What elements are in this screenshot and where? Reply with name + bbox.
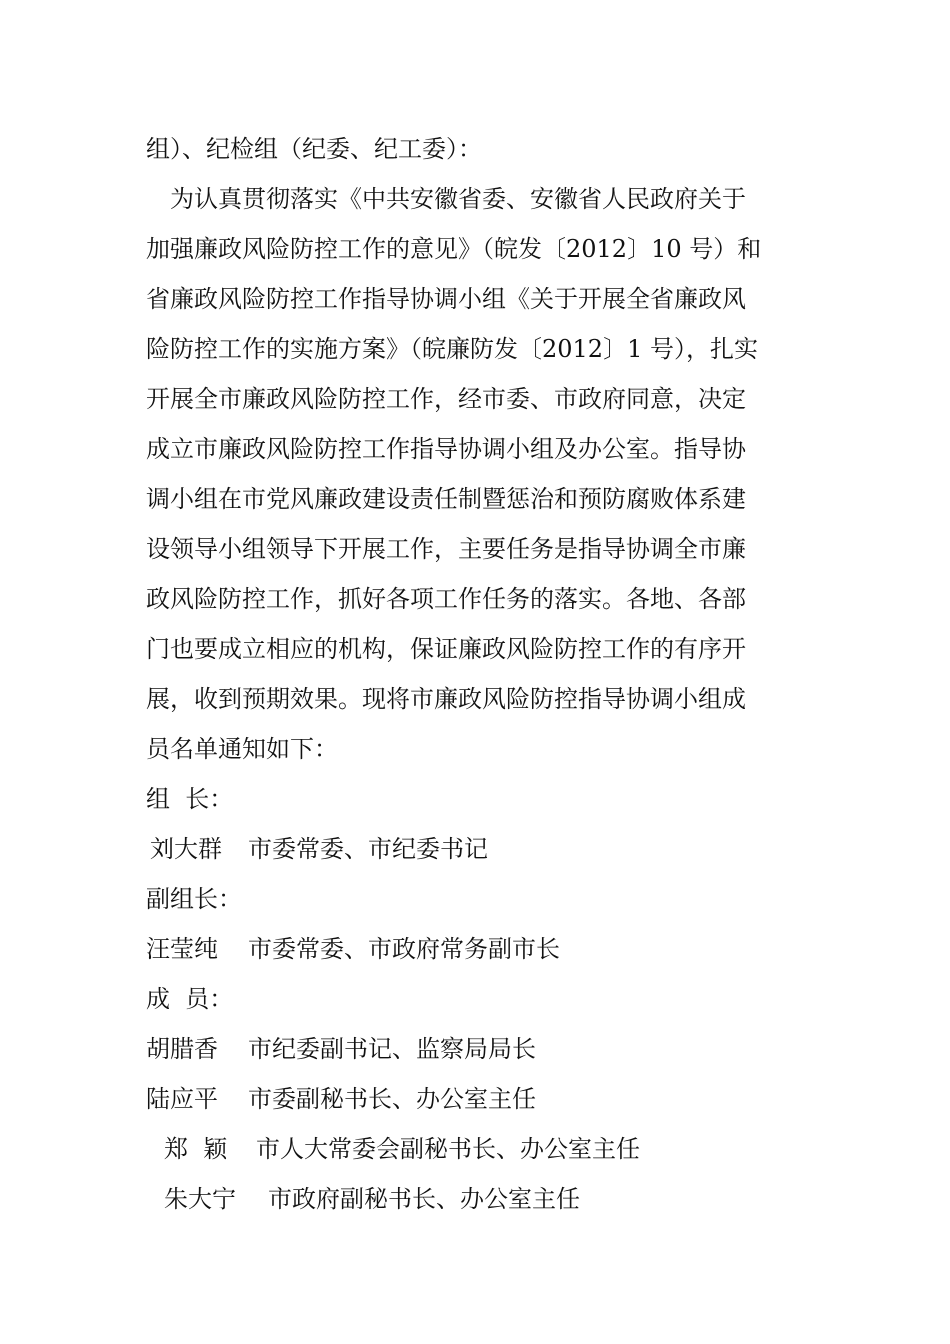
paragraph-line: 加强廉政风险防控工作的意见》（皖发〔2012〕10 号）和 [146,235,762,263]
member-row [146,1034,536,1064]
paragraph-line: 设领导小组领导下开展工作，主要任务是指导协调全市廉 [146,535,746,563]
paragraph-line: 为认真贯彻落实《中共安徽省委、安徽省人民政府关于 [170,185,746,213]
members-heading: 成 员： [146,985,234,1013]
member-row [164,1184,580,1214]
paragraph-line: 展，收到预期效果。现将市廉政风险防控指导协调小组成 [146,685,746,713]
member-name: 朱大宁 [164,1185,236,1213]
deputy-heading: 副组长： [146,885,242,913]
leader-title: 市委常委、市纪委书记 [248,835,488,863]
leader-heading: 组 长： [146,785,234,813]
member-name: 胡腊香 [146,1035,218,1063]
paragraph-line: 成立市廉政风险防控工作指导协调小组及办公室。指导协 [146,435,746,463]
paragraph-line: 省廉政风险防控工作指导协调小组《关于开展全省廉政风 [146,285,746,313]
member-row [164,1134,640,1164]
paragraph-line: 政风险防控工作，抓好各项工作任务的落实。各地、各部 [146,585,746,613]
paragraph-line: 开展全市廉政风险防控工作，经市委、市政府同意，决定 [146,385,746,413]
paragraph-line: 门也要成立相应的机构，保证廉政风险防控工作的有序开 [146,635,746,663]
deputy-name: 汪莹纯 [146,935,218,963]
member-row [146,1084,536,1114]
member-title: 市委副秘书长、办公室主任 [248,1085,536,1113]
paragraph-line: 员名单通知如下： [146,735,338,763]
deputy-row [146,934,560,964]
paragraph-line: 险防控工作的实施方案》（皖廉防发〔2012〕1 号），扎实 [146,335,758,363]
member-name: 陆应平 [146,1085,218,1113]
leader-name: 刘大群 [150,835,222,863]
member-title: 市纪委副书记、监察局局长 [248,1035,536,1063]
member-name: 郑 颖 [164,1135,228,1163]
member-title: 市人大常委会副秘书长、办公室主任 [256,1135,640,1163]
deputy-title: 市委常委、市政府常务副市长 [248,935,560,963]
paragraph-line: 调小组在市党风廉政建设责任制暨惩治和预防腐败体系建 [146,485,746,513]
leader-row [150,834,488,864]
paragraph-line: 组）、纪检组（纪委、纪工委）： [146,135,482,163]
member-title: 市政府副秘书长、办公室主任 [268,1185,580,1213]
